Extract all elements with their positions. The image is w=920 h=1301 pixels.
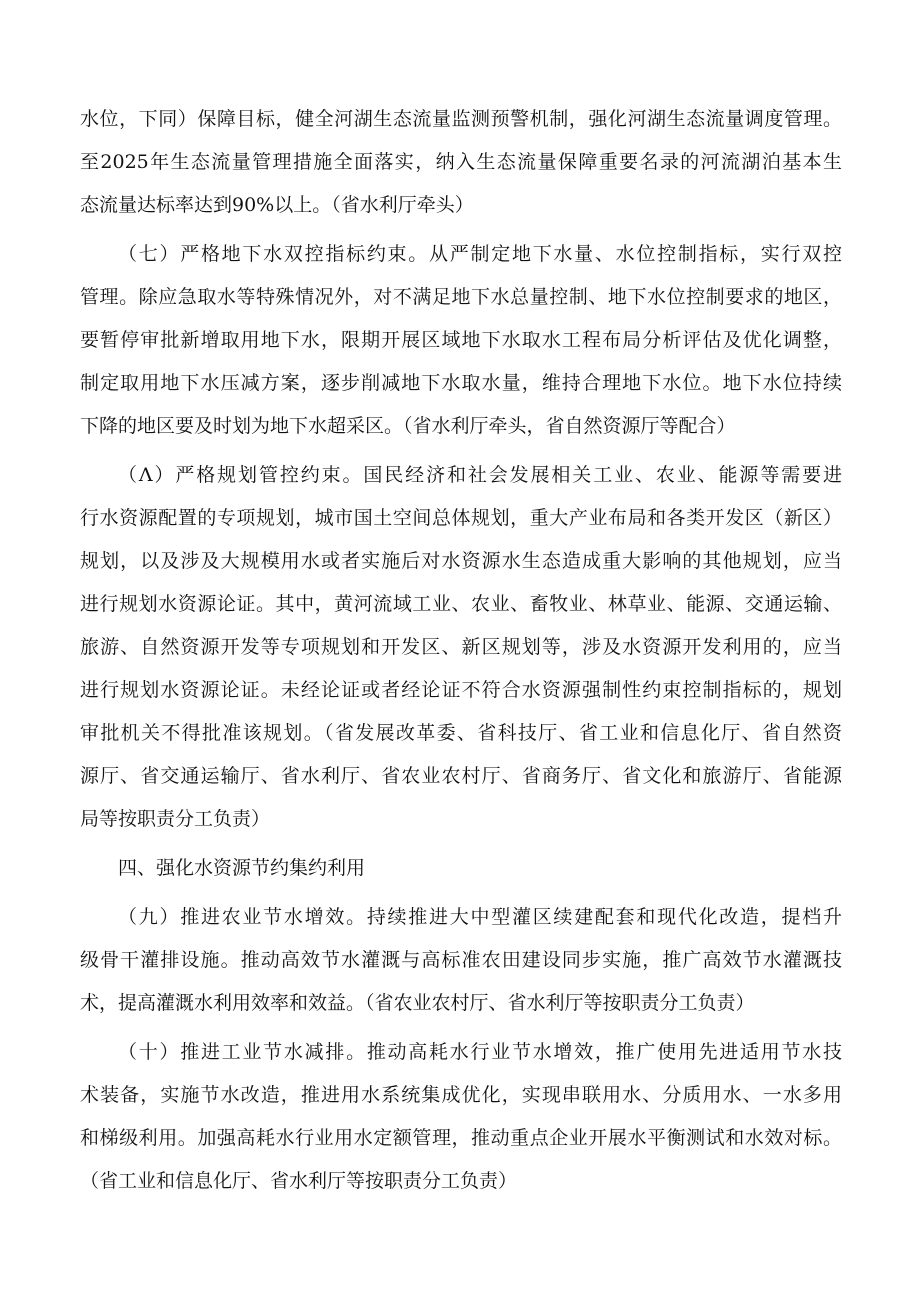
section-heading: 四、强化水资源节约集约利用 [118, 857, 366, 879]
paragraph-line: （Λ）严格规划管控约束。国民经济和社会发展相关工业、农业、能源等需要进 [118, 464, 842, 486]
paragraph-line: 下降的地区要及时划为地下水超采区。（省水利厅牵头，省自然资源厅等配合） [80, 415, 736, 437]
paragraph-line: 进行规划水资源论证。未经论证或者经论证不符合水资源强制性约束控制指标的，规划 [80, 679, 842, 701]
paragraph-line: 源厅、省交通运输厅、省水利厅、省农业农村厅、省商务厅、省文化和旅游厅、省能源 [80, 765, 842, 787]
paragraph-line: 旅游、自然资源开发等专项规划和开发区、新区规划等，涉及水资源开发利用的，应当 [80, 636, 842, 658]
paragraph-line: 至2025年生态流量管理措施全面落实，纳入生态流量保障重要名录的河流湖泊基本生 [80, 151, 842, 173]
paragraph-line: 制定取用地下水压减方案，逐步削减地下水取水量，维持合理地下水位。地下水位持续 [80, 372, 842, 394]
paragraph-line: 级骨干灌排设施。推动高效节水灌溉与高标准农田建设同步实施，推广高效节水灌溉技 [80, 949, 842, 971]
paragraph-line: 术，提高灌溉水利用效率和效益。（省农业农村厅、省水利厅等按职责分工负责） [80, 992, 755, 1014]
paragraph-line: 规划，以及涉及大规模用水或者实施后对水资源水生态造成重大影响的其他规划，应当 [80, 550, 842, 572]
paragraph-line: （九）推进农业节水增效。持续推进大中型灌区续建配套和现代化改造，提档升 [118, 906, 842, 928]
paragraph-line: 要暂停审批新增取用地下水，限期开展区域地下水取水工程布局分析评估及优化调整， [80, 329, 842, 351]
paragraph-line: 审批机关不得批准该规划。（省发展改革委、省科技厅、省工业和信息化厅、省自然资 [80, 722, 842, 744]
paragraph-line: 术装备，实施节水改造，推进用水系统集成优化，实现串联用水、分质用水、一水多用 [80, 1084, 842, 1106]
paragraph-line: 和梯级利用。加强高耗水行业用水定额管理，推动重点企业开展水平衡测试和水效对标。 [80, 1127, 842, 1149]
paragraph-line: 水位，下同）保障目标，健全河湖生态流量监测预警机制，强化河湖生态流量调度管理。 [80, 108, 842, 130]
paragraph-line: （省工业和信息化厅、省水利厅等按职责分工负责） [80, 1170, 518, 1192]
paragraph-line: 进行规划水资源论证。其中，黄河流域工业、农业、畜牧业、林草业、能源、交通运输、 [80, 593, 842, 615]
paragraph-line: （七）严格地下水双控指标约束。从严制定地下水量、水位控制指标，实行双控 [118, 243, 842, 265]
paragraph-line: 局等按职责分工负责） [80, 808, 271, 830]
paragraph-line: 行水资源配置的专项规划，城市国土空间总体规划，重大产业布局和各类开发区（新区） [80, 507, 842, 529]
document-body [80, 98, 842, 1203]
paragraph-line: （十）推进工业节水减排。推动高耗水行业节水增效，推广使用先进适用节水技 [118, 1041, 842, 1063]
paragraph-line: 管理。除应急取水等特殊情况外，对不满足地下水总量控制、地下水位控制要求的地区， [80, 286, 842, 308]
paragraph-line: 态流量达标率达到90%以上。（省水利厅牵头） [80, 194, 474, 216]
